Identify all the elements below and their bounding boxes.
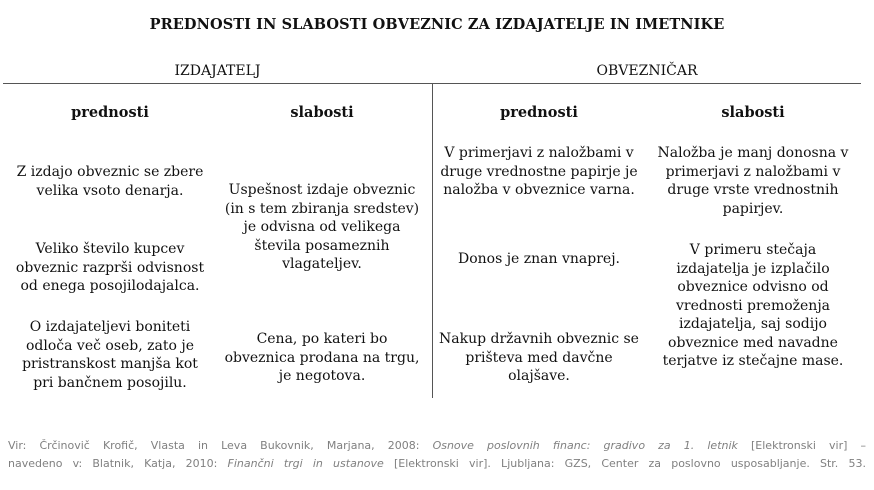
list-item-issuer-advantage: Veliko število kupcev obveznic razprši odvisnost od enega posojilodajalca. [15,241,205,294]
source-title-2: Finančni trgi in ustanove [227,457,384,470]
column-header-holder-advantages: prednosti [500,104,578,121]
group-header-holder: OBVEZNIČAR [596,63,698,79]
source-suffix: [Elektronski vir]. Ljubljana: GZS, Center za poslovno usposabljanje. Str. 53. [383,457,866,470]
list-item-holder-disadvantage: Naložba je manj donosna v primerjavi z naložbami v druge vrste vrednostnih papirjev. [657,145,849,217]
source-line2-prefix: navedeno v: Blatnik, Katja, 2010: [8,457,228,470]
list-item-issuer-disadvantage: Uspešnost izdaje obveznic (in s tem zbiranja sredstev) je odvisna od velikega števila posameznih vlagateljev. [224,182,420,272]
column-divider [432,84,433,398]
list-item-holder-advantage: Donos je znan vnaprej. [457,251,621,267]
page-title: PREDNOSTI IN SLABOSTI OBVEZNIC ZA IZDAJATELJE IN IMETNIKE [149,16,725,33]
group-header-issuer: IZDAJATELJ [174,63,261,79]
column-header-holder-disadvantages: slabosti [721,104,785,121]
list-item-issuer-advantage: O izdajateljevi boniteti odloča več oseb, zato je pristranskost manjša kot pri bančnem posojilu. [22,319,198,391]
source-citation [8,437,866,473]
list-item-issuer-disadvantage: Cena, po kateri bo obveznica prodana na trgu, je negotova. [224,331,420,384]
source-line-1 [8,437,866,455]
source-prefix: Vir: Črčinovič Krofič, Vlasta in Leva Bukovnik, Marjana, 2008: [8,439,433,452]
source-title-1: Osnove poslovnih financ: gradivo za 1. letnik [432,439,738,452]
list-item-issuer-advantage: Z izdajo obveznic se zbere velika vsoto denarja. [16,164,204,199]
source-line-2 [8,455,866,473]
source-mid: [Elektronski vir] – [737,439,866,452]
list-item-holder-advantage: V primerjavi z naložbami v druge vrednostne papirje je naložba v obveznice varna. [440,145,638,198]
column-header-issuer-advantages: prednosti [71,104,149,121]
list-item-holder-advantage: Nakup državnih obveznic se prišteva med davčne olajšave. [439,331,639,384]
list-item-holder-disadvantage: V primeru stečaja izdajatelja je izplačilo obveznice odvisno od vrednosti premoženja izdajatelja, saj sodijo obveznice med navadne terjatve iz stečajne mase. [662,242,844,369]
column-header-issuer-disadvantages: slabosti [290,104,354,121]
